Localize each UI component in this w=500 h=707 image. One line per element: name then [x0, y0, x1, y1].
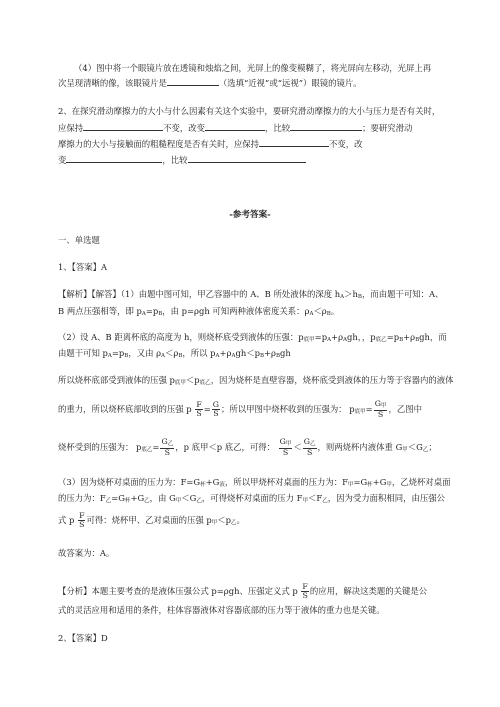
fenxi-text: 的应用，解决这类题的关键是公 [309, 586, 428, 596]
answers-title: -参考答案- [229, 210, 271, 220]
p3-text: 的压力为：F [58, 493, 106, 503]
q2-line1: 2、在探究滑动摩擦力的大小与什么因素有关这个实验中，要研究滑动摩擦力的大小与压力是否有关时， [58, 106, 441, 116]
q2-text: 应保持 [58, 123, 84, 133]
answer-2: 2、【答案】D [58, 633, 108, 643]
q2-line3 [58, 137, 363, 150]
analysis-line1: 【解析】【解答】（1）由题中图可知，甲乙容器中的 A、B 所处液体的深度 hA＞hB，而由题干可知：A、 [58, 289, 444, 300]
p2-text: ；所以甲图中烧杯收到的压强为： [221, 404, 347, 414]
p3-text: 可得：烧杯甲、乙对桌面的压强 p [86, 515, 212, 525]
analysis-text: ，由 p=ρgh 可知两种液体密度关系：ρ [162, 306, 310, 316]
p2-text: 由题干可知 p [58, 348, 108, 358]
q2-text: ；要研究滑动 [362, 123, 413, 133]
q2-blank-1 [83, 121, 163, 131]
p2-text: 烧杯受到的压强为： [58, 442, 134, 452]
q2-text: 不变，改变 [163, 123, 205, 133]
p3-line3: 式 p $\frac{F}{S}$ 可得：烧杯甲、乙对桌面的压强 p甲＜p乙。 [58, 511, 245, 529]
q2-blank-2 [205, 121, 265, 131]
p2-line3: 所以烧杯底部受到液体的压强 p底甲＜p底乙，因为烧杯是直壁容器，烧杯底受到液体的压力等于容器内的液体 [58, 375, 454, 386]
q2-line2 [58, 121, 412, 134]
section-heading: 一、单选题 [58, 235, 100, 245]
p2-text: ，所以 p [182, 348, 216, 358]
p3-text: ，可得烧杯对桌面的压力 F [201, 493, 303, 503]
p2-text: ，又由 ρ [128, 348, 162, 358]
p2-text: ，因为烧杯是直壁容器，烧杯底受到液体的压力等于容器内的液体 [210, 375, 454, 385]
q4-line1: （4）图中将一个眼镜片放在透镜和烛焰之间，光屏上的像变模糊了，将光屏向左移动，光屏上再 [74, 63, 432, 73]
p3-text: ，因为受力面积相同，由压强公 [327, 493, 445, 503]
q2-text: 不变，改 [329, 139, 363, 149]
p2-text: （2）设 A、B 距离杯底的高度为 h，则烧杯底受到液体的压强：p [58, 332, 304, 342]
analysis-text: ，而由题干可知：A、 [361, 289, 444, 299]
fenxi-text: 【分析】本题主要考查的是液体压强公式 p=ρgh、压强定义式 [58, 586, 290, 596]
q2-line4 [58, 153, 306, 166]
q2-blank-6 [188, 153, 306, 163]
p2-line2: 由题干可知 pA=pB，又由 ρA＜ρB，所以 pA+ρAgh＜pB+ρBgh [58, 348, 291, 359]
p3-line1: （3）因为烧杯对桌面的压力为：F=G杯+G液，所以甲烧杯对桌面的压力为：F甲=G杯+G甲，乙烧杯对桌面 [58, 477, 451, 488]
p2-text: 所以烧杯底部受到液体的压强 p [58, 375, 175, 385]
p3-text: （3）因为烧杯对桌面的压力为：F=G [58, 477, 201, 487]
q2-blank-3 [290, 121, 362, 131]
q2-text: 摩擦力的大小与接触面的粗糙程度是否有关时，应保持 [58, 139, 259, 149]
analysis-text: B 两点压强相等，即 p [58, 306, 142, 316]
p3-line2: 的压力为：F乙=G杯+G乙，由 G甲＜G乙，可得烧杯对桌面的压力 F甲＜F乙，因为受力面积相同，由压强公 [58, 493, 445, 504]
p3-text: 式 [58, 515, 67, 525]
fenxi-line1: 【分析】本题主要考查的是液体压强公式 p=ρgh、压强定义式 p $\frac{F}{S}$ 的应用，解决这类题的关键是公 [58, 582, 428, 600]
analysis-line2: B 两点压强相等，即 pA=pB，由 p=ρgh 可知两种液体密度关系：ρA＜ρB。 [58, 306, 340, 317]
p2-text: 的重力，所以烧杯底部收到的压强 [58, 404, 184, 414]
q2-blank-4 [259, 137, 329, 147]
p2-line1: （2）设 A、B 距离杯底的高度为 h，则烧杯底受到液体的压强：p底甲=pA+ρAgh，，p底乙=pB+ρBgh，而 [58, 332, 447, 343]
p2-line5: 烧杯受到的压强为： p底乙= $\frac{\text{G乙}}{S}$ ，p 底甲＜p 底乙，可得： $\frac{\text{G甲}}{S}$ ＜ $\frac{\text{G乙}}{S}$ ，则两烧杯内液体重 G甲＜G乙； [58, 437, 437, 457]
q2-text: ，比较 [265, 123, 291, 133]
p3-text: ，所以甲烧杯对桌面的压力为：F [224, 477, 348, 487]
p3-text: ，乙烧杯对桌面 [391, 477, 451, 487]
answer-1: 1、【答案】A [58, 262, 108, 272]
q4-text-a: 次呈现清晰的像，该眼镜片是 [58, 78, 167, 88]
q4-answer-blank [167, 76, 219, 86]
q2-text: 变 [58, 155, 67, 165]
p3-text: ，由 G [149, 493, 176, 503]
p2-line4: 的重力，所以烧杯底部收到的压强 p $\frac{F}{S}$ = $\frac{G}{S}$ ；所以甲图中烧杯收到的压强为： p底甲= $\frac{\text{G甲}}{S}$ ，乙图中 [58, 399, 422, 419]
conclusion: 故答案为：A。 [58, 548, 115, 558]
p2-text: ，p [361, 332, 376, 342]
p2-text: ，则两烧杯内液体重 G [317, 442, 403, 452]
analysis-text: 【解析】【解答】（1）由题中图可知，甲乙容器中的 A、B 所处液体的深度 h [58, 289, 341, 299]
p2-text: ，p 底甲＜p 底乙，可得： [175, 442, 275, 452]
p2-text: ，乙图中 [388, 404, 422, 414]
q2-text: ，比较 [162, 155, 188, 165]
q2-blank-5 [66, 153, 162, 163]
q4-text-b: （选填“近视”或“远视”）眼镜的镜片。 [218, 78, 362, 88]
fenxi-line2: 式的灵活应用和适用的条件，柱体容器液体对容器底部的压力等于液体的重力也是关键。 [58, 605, 385, 615]
q4-line2 [58, 76, 362, 89]
